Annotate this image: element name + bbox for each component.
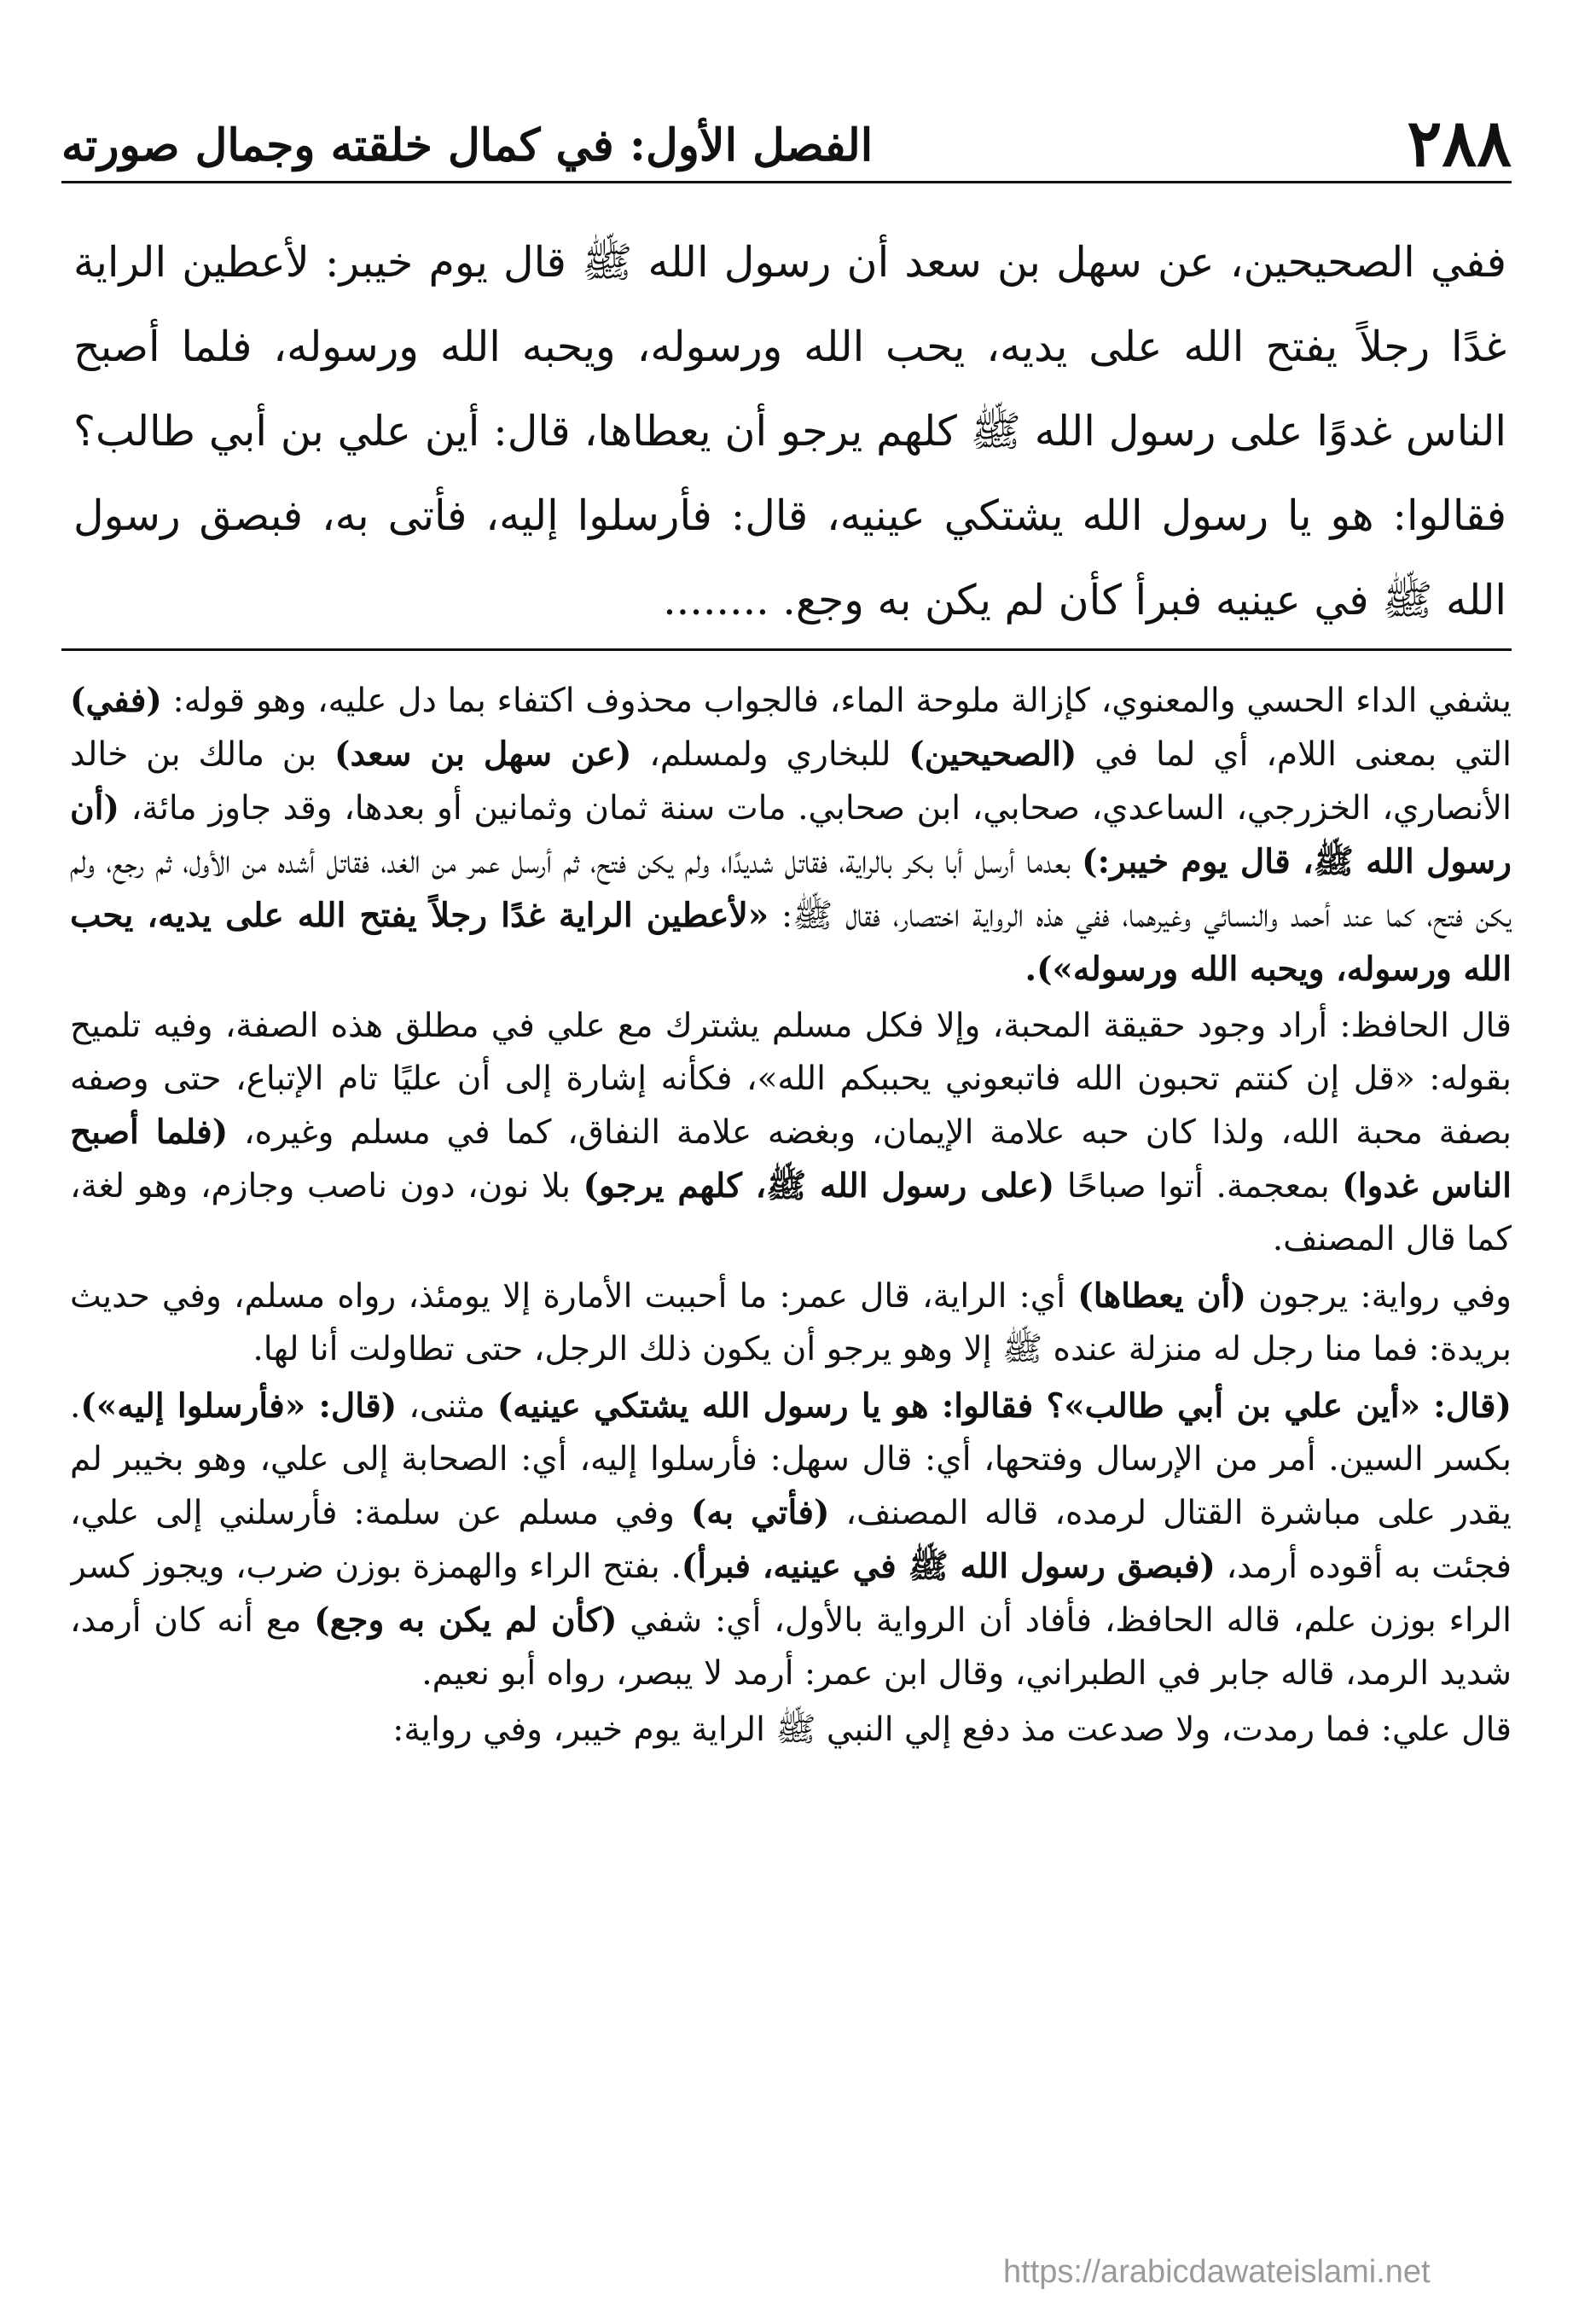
commentary-paragraph-2 bbox=[70, 1000, 1512, 1266]
commentary-text: مع أنه كان أرمد، شديد الرمد، قاله جابر في الطبراني، وقال ابن عمر: أرمد لا يبصر، رواه أبو نعيم. bbox=[70, 1601, 1512, 1693]
quoted-term: (على رسول الله ﷺ، كلهم يرجو) bbox=[583, 1166, 1055, 1206]
hadith-text bbox=[73, 220, 1506, 647]
commentary-text: وفي رواية: يرجون bbox=[1245, 1277, 1512, 1316]
header-rule bbox=[61, 181, 1512, 183]
hadith-ellipsis: ........ bbox=[663, 576, 769, 625]
commentary-paragraph-4 bbox=[70, 1380, 1512, 1700]
quoted-term: (الصحيحين) bbox=[908, 735, 1077, 774]
commentary-text: مثنى، bbox=[397, 1387, 497, 1426]
commentary-text: . بكسر السين. أمر من الإرسال وفتحها، أي: قال سهل: فأرسلوا إليه، أي: الصحابة إلى علي، وهو بخيبر لم يقدر على مباشرة القتال لرمده، قاله المصنف، bbox=[70, 1387, 1512, 1532]
page-number: ٢٨٨ bbox=[1407, 105, 1512, 181]
watermark-url: https://arabicdawateislami.net bbox=[1003, 2254, 1431, 2290]
quoted-term: (عن سهل بن سعد) bbox=[334, 735, 632, 774]
quoted-term: (فأتي به) bbox=[690, 1493, 830, 1532]
commentary-text: يشفي الداء الحسي والمعنوي، كإزالة ملوحة الماء، فالجواب محذوف اكتفاء بما دل عليه، وهو قوله: bbox=[161, 682, 1512, 720]
quoted-term: (فبصق رسول الله ﷺ في عينيه، فبرأ) bbox=[681, 1547, 1216, 1586]
commentary-text: للبخاري ولمسلم، bbox=[631, 735, 909, 774]
commentary-paragraph-5 bbox=[70, 1704, 1512, 1757]
commentary-text: قال الحافظ: أراد وجود حقيقة المحبة، وإلا فكل مسلم يشترك مع علي في مطلق هذه الصفة، وفيه تلميح بقوله: «قل إن كنتم تحبون الله فاتبعوني يحببكم الله»، فكأنه إشارة إلى أن عليًا تام الإتباع، حتى وصفه بصفة محبة الله، ولذا كان حبه علامة الإيمان، وبغضه علامة النفاق، كما في مسلم وغيره، bbox=[70, 1007, 1512, 1152]
quoted-term: (قال: «أين علي بن أبي طالب»؟ فقالوا: هو يا رسول الله يشتكي عينيه) bbox=[496, 1386, 1512, 1426]
commentary-text: أي: الراية، قال عمر: ما أحببت الأمارة إلا يومئذ، رواه مسلم، وفي حديث بريدة: فما منا رجل له منزلة عنده ﷺ إلا وهو يرجو أن يكون ذلك الرجل، حتى تطاولت أنا لها. bbox=[70, 1277, 1512, 1368]
chapter-title: الفصل الأول: في كمال خلقته وجمال صورته bbox=[61, 119, 874, 171]
commentary-paragraph-3 bbox=[70, 1269, 1512, 1376]
quoted-term: (ففي) bbox=[70, 681, 162, 720]
commentary-text: وفي مسلم عن سلمة: فأرسلني إلى علي، فجئت به أقوده أرمد، bbox=[70, 1494, 1512, 1586]
quoted-term: (قال: «فأرسلوا إليه») bbox=[80, 1386, 398, 1426]
hadith-body: ففي الصحيحين، عن سهل بن سعد أن رسول الله ﷺ قال يوم خيبر: لأعطين الراية غدًا رجلاً يفتح الله على يديه، يحب الله ورسوله، ويحبه الله ورسوله، فلما أصبح الناس غدوًا على رسول الله ﷺ كلهم يرجو أن يعطاها، قال: أين علي بن أبي طالب؟ فقالوا: هو يا رسول الله يشتكي عينيه، قال: فأرسلوا إليه، فأتى به، فبصق رسول الله ﷺ في عينيه فبرأ كأن لم يكن به وجع. bbox=[73, 238, 1506, 625]
commentary-text: التي بمعنى اللام، أي لما في bbox=[1077, 735, 1512, 774]
quoted-term: (فلما أصبح الناس غدوا) bbox=[70, 1113, 1512, 1206]
commentary-text: بمعجمة. أتوا صباحًا bbox=[1054, 1167, 1343, 1206]
section-rule bbox=[61, 648, 1512, 651]
commentary-text: . بفتح الراء والهمزة بوزن ضرب، ويجوز كسر الراء بوزن علم، قاله الحافظ، فأفاد أن الرواية بالأول، أي: شفي bbox=[70, 1548, 1512, 1640]
quoted-term: (أن رسول الله ﷺ، قال يوم خيبر:) bbox=[70, 788, 1512, 881]
quoted-term: (أن يعطاها) bbox=[1077, 1276, 1246, 1316]
commentary-paragraph-1 bbox=[70, 674, 1512, 996]
commentary-text: بلا نون، دون ناصب وجازم، وهو لغة، كما قال المصنف. bbox=[70, 1167, 1512, 1258]
commentary-text: قال علي: فما رمدت، ولا صدعت مذ دفع إلي النبي ﷺ الراية يوم خيبر، وفي رواية: bbox=[392, 1711, 1512, 1749]
page-header bbox=[61, 101, 1512, 186]
commentary bbox=[70, 674, 1512, 2244]
commentary-text: بن مالك بن خالد الأنصاري، الخزرجي، الساعدي، صحابي، ابن صحابي. مات سنة ثمان وثمانين أو بعدها، وقد جاوز مائة، bbox=[70, 735, 1512, 828]
quoted-term: «لأعطين الراية غدًا رجلاً يفتح الله على يديه، يحب الله ورسوله، ويحبه الله ورسوله»). bbox=[70, 896, 1512, 989]
quoted-term: (كأن لم يكن به وجع) bbox=[314, 1601, 618, 1640]
commentary-text: بعدما أرسل أبا بكر بالراية، فقاتل شديدًا، ولم يكن فتح، ثم أرسل عمر من الغد، فقاتل أشده من الأول، ثم رجع، ولم يكن فتح، كما عند أحمد والنسائي وغيرهما، ففي هذه الرواية اختصار، فقال ﷺ: bbox=[70, 843, 1512, 935]
